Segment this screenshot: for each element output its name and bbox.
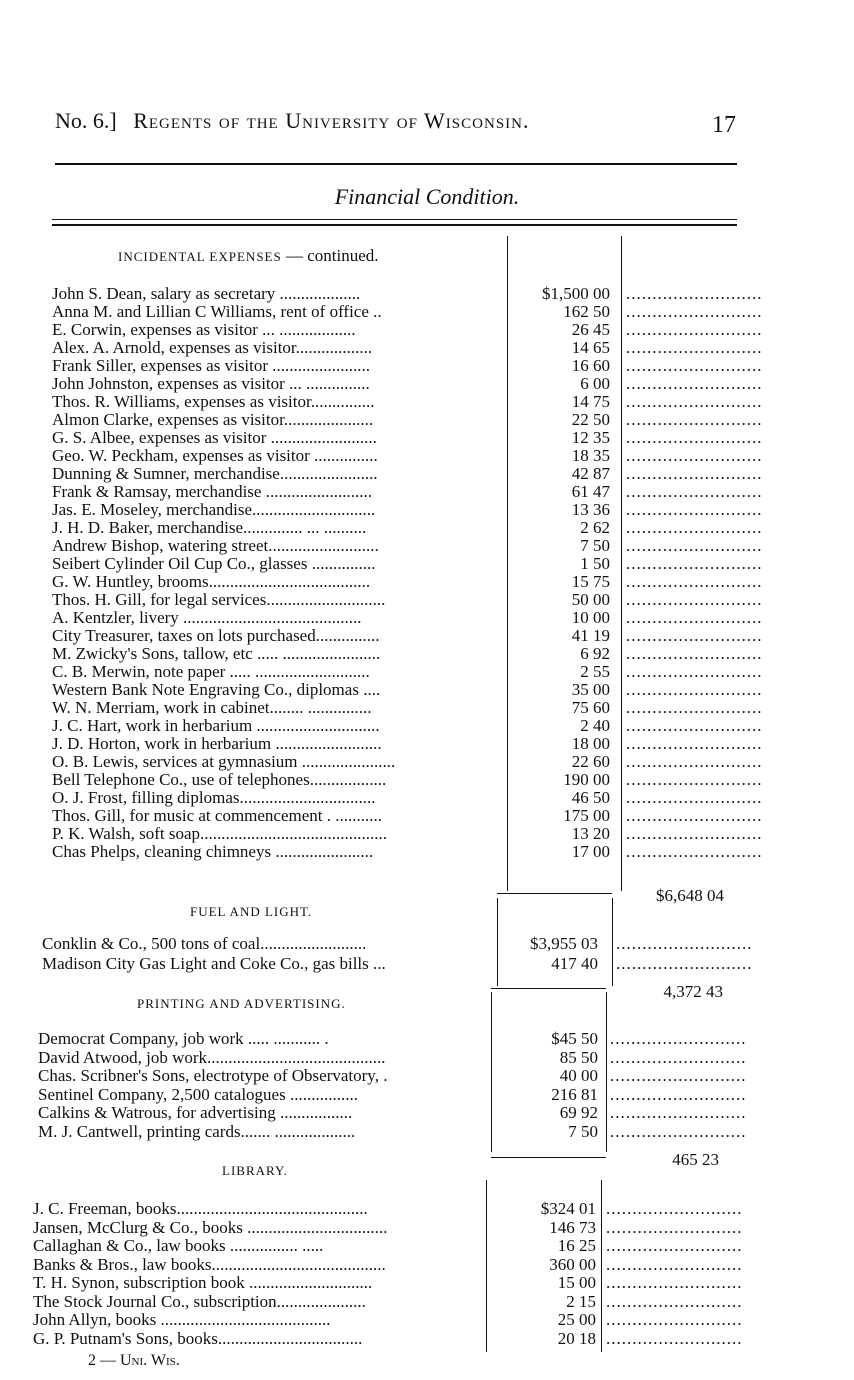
ledger-row-leader-dots: ..........................: [626, 464, 763, 483]
ledger-row-description: P. K. Walsh, soft soap............................................: [52, 824, 388, 843]
ledger-row-description: G. W. Huntley, brooms......................................: [52, 572, 371, 591]
ledger-row: [52, 500, 763, 519]
ledger-row: [33, 1217, 743, 1237]
ledger-row-leader-dots: ..........................: [626, 608, 763, 627]
ledger-row-amount: 75 60: [571, 698, 610, 717]
ledger-row: [38, 1029, 747, 1048]
ledger-row-description: Western Bank Note Engraving Co., diplomas ....: [52, 680, 381, 699]
section-title: Financial Condition.: [334, 184, 520, 209]
ledger-row-leader-dots: ..........................: [626, 626, 763, 645]
ledger-row: [52, 824, 763, 843]
ledger-row-leader-dots: ..........................: [606, 1254, 743, 1274]
ledger-row-description: Thos. H. Gill, for legal services............................: [52, 590, 386, 609]
ledger-row-description: G. P. Putnam's Sons, books..................................: [33, 1328, 363, 1348]
section-heading-text: PRINTING AND ADVERTISING.: [137, 996, 346, 1011]
ledger-row-amount: 61 47: [571, 482, 610, 501]
running-header: [55, 108, 530, 134]
ledger-row-leader-dots: ..........................: [626, 806, 763, 825]
page-number: 17: [712, 112, 736, 138]
ledger-row-description: J. C. Hart, work in herbarium .............................: [52, 716, 380, 735]
ledger-row-amount: 190 00: [563, 770, 610, 789]
ledger-row-description: O. B. Lewis, services at gymnasium ......................: [52, 752, 396, 771]
ledger-row-leader-dots: ..........................: [606, 1310, 743, 1329]
ledger-row-amount: 18 35: [571, 446, 610, 465]
ledger-row-amount: $45 50: [551, 1029, 598, 1048]
section-heading: [222, 1163, 288, 1179]
ledger-row-leader-dots: ..........................: [626, 590, 763, 609]
ledger-row-leader-dots: ..........................: [626, 680, 763, 699]
subtotal-rule: [497, 893, 612, 894]
ledger-row-leader-dots: ..........................: [610, 1121, 747, 1141]
ledger-row-description: David Atwood, job work..........................................: [38, 1047, 386, 1067]
subtotal-rule: [491, 1157, 606, 1158]
ledger-row: [52, 626, 763, 645]
ledger-row-description: Madison City Gas Light and Coke Co., gas bills ...: [42, 954, 386, 973]
ledger-row: [52, 320, 763, 339]
ledger-row-amount: 1 50: [580, 554, 610, 573]
ledger-row-description: J. C. Freeman, books.............................................: [33, 1199, 368, 1218]
ledger-row-amount: 42 87: [571, 464, 610, 483]
ledger-row: [52, 518, 763, 537]
ledger-row: [38, 1103, 747, 1122]
ledger-row: [52, 788, 763, 807]
ledger-row-amount: 13 36: [571, 500, 610, 519]
ledger-row: [52, 590, 763, 609]
ledger-row-description: O. J. Frost, filling diplomas................................: [52, 788, 376, 807]
document-title: Regents of the University of Wisconsin.: [133, 108, 530, 133]
ledger-row-description: Thos. R. Williams, expenses as visitor...............: [52, 392, 375, 411]
ledger-row-description: Chas Phelps, cleaning chimneys .......................: [52, 842, 374, 861]
ledger-row: [52, 842, 763, 861]
ledger-row-amount: 2 55: [580, 662, 610, 681]
ledger-row-amount: 15 00: [557, 1273, 596, 1292]
ledger-row-leader-dots: ..........................: [626, 302, 763, 321]
ledger-row-leader-dots: ..........................: [626, 446, 763, 465]
ledger-row-leader-dots: ..........................: [626, 536, 763, 555]
ledger-row-description: Andrew Bishop, watering street..........................: [52, 536, 379, 555]
ledger-row-amount: 14 65: [571, 338, 610, 357]
ledger-row-description: John Allyn, books ........................................: [33, 1310, 331, 1329]
section-heading-text: LIBRARY.: [222, 1163, 288, 1178]
footer-signature: [88, 1352, 180, 1370]
ledger-row: [52, 428, 763, 447]
ledger-row: [52, 536, 763, 555]
section-total: 465 23: [672, 1150, 719, 1169]
ledger-row-amount: $3,955 03: [530, 934, 598, 953]
ledger-row-description: Seibert Cylinder Oil Cup Co., glasses ...............: [52, 554, 376, 573]
ledger-row-description: M. J. Cantwell, printing cards....... ...................: [38, 1121, 356, 1141]
ledger-row-leader-dots: ..........................: [606, 1217, 743, 1237]
ledger-row-description: J. H. D. Baker, merchandise.............. ... ..........: [52, 518, 367, 537]
ledger-row-description: Jas. E. Moseley, merchandise.............................: [52, 500, 376, 519]
ledger-row-amount: 16 60: [571, 356, 610, 375]
ledger-row-amount: $1,500 00: [542, 284, 610, 303]
ledger-row-leader-dots: ..........................: [626, 392, 763, 411]
ledger-row: [52, 716, 763, 735]
ledger-row-amount: 35 00: [571, 680, 610, 699]
section-total: 4,372 43: [663, 982, 723, 1001]
ledger-row-leader-dots: ..........................: [610, 1103, 747, 1122]
ledger-row: [52, 608, 763, 627]
ledger-row-leader-dots: ..........................: [626, 662, 763, 681]
ledger-row-leader-dots: ..........................: [626, 554, 763, 573]
ledger-row-leader-dots: ..........................: [616, 954, 753, 973]
ledger-row-amount: 2 15: [566, 1291, 596, 1311]
ledger-row: [52, 410, 763, 429]
ledger-row-amount: 12 35: [571, 428, 610, 447]
ledger-row-amount: 15 75: [571, 572, 610, 591]
ledger-row-description: J. D. Horton, work in herbarium .........................: [52, 734, 382, 753]
ledger-row: [38, 1066, 747, 1085]
ledger-row-amount: 40 00: [559, 1066, 598, 1085]
ledger-row-description: W. N. Merriam, work in cabinet........ ...............: [52, 698, 372, 717]
ledger-row: [52, 662, 763, 681]
ledger-row-description: John Johnston, expenses as visitor ... ...............: [52, 374, 370, 393]
title-rule-top: [52, 219, 737, 220]
ledger-row: [52, 482, 763, 501]
section-heading: [118, 246, 379, 266]
ledger-row: [52, 680, 763, 699]
footer-signature-text: 2 — Uni. Wis.: [88, 1352, 180, 1369]
ledger-row: [33, 1273, 743, 1292]
ledger-row: [38, 1121, 747, 1141]
ledger-row-leader-dots: ..........................: [606, 1236, 743, 1255]
ledger-row-amount: 13 20: [571, 824, 610, 843]
ledger-row: [33, 1328, 743, 1348]
subtotal-rule: [491, 988, 606, 989]
header-rule: [55, 163, 737, 165]
ledger-row: [38, 1084, 747, 1104]
ledger-row-amount: 146 73: [549, 1217, 596, 1237]
ledger-row-leader-dots: ..........................: [610, 1084, 747, 1104]
ledger-row: [52, 770, 763, 789]
ledger-row-amount: 417 40: [551, 954, 598, 973]
ledger-row: [52, 338, 763, 357]
ledger-row-leader-dots: ..........................: [626, 284, 763, 303]
ledger-row-amount: 26 45: [571, 320, 610, 339]
ledger-row: [52, 698, 763, 717]
section-heading: [137, 996, 346, 1012]
ledger-row-leader-dots: ..........................: [606, 1199, 743, 1218]
ledger-row: [52, 374, 763, 393]
ledger-row: [33, 1291, 743, 1311]
document-number: No. 6.]: [55, 108, 117, 133]
ledger-row: [52, 644, 763, 663]
ledger-row-description: T. H. Synon, subscription book .............................: [33, 1273, 373, 1292]
ledger-row: [33, 1236, 743, 1255]
ledger-row-amount: 6 00: [580, 374, 610, 393]
ledger-row-leader-dots: ..........................: [626, 716, 763, 735]
ledger-row-description: John S. Dean, salary as secretary ...................: [52, 284, 361, 303]
ledger-row-amount: 216 81: [551, 1084, 598, 1104]
ledger-row-amount: 14 75: [571, 392, 610, 411]
ledger-row-leader-dots: ..........................: [626, 734, 763, 753]
ledger-row-amount: 6 92: [580, 644, 610, 663]
section-heading-suffix: — continued.: [281, 246, 379, 265]
ledger-row-amount: 46 50: [571, 788, 610, 807]
ledger-row-amount: 22 60: [571, 752, 610, 771]
ledger-row: [52, 302, 763, 321]
ledger-row-description: Anna M. and Lillian C Williams, rent of office ..: [52, 302, 382, 321]
ledger-row-description: Almon Clarke, expenses as visitor.....................: [52, 410, 374, 429]
ledger-row-amount: 360 00: [549, 1254, 596, 1274]
ledger-row-leader-dots: ..........................: [626, 824, 763, 843]
ledger-row-amount: 50 00: [571, 590, 610, 609]
ledger-row-amount: 7 50: [580, 536, 610, 555]
ledger-row: [52, 356, 763, 375]
ledger-row-leader-dots: ..........................: [626, 698, 763, 717]
ledger-row-leader-dots: ..........................: [610, 1029, 747, 1048]
ledger-row: [52, 734, 763, 753]
ledger-row-description: Banks & Bros., law books.........................................: [33, 1254, 386, 1274]
ledger-row-amount: 22 50: [571, 410, 610, 429]
ledger-row-description: Geo. W. Peckham, expenses as visitor ...............: [52, 446, 378, 465]
ledger-row: [52, 284, 763, 303]
ledger-row-leader-dots: ..........................: [626, 518, 763, 537]
ledger-row-amount: 17 00: [571, 842, 610, 861]
ledger-row-amount: 18 00: [571, 734, 610, 753]
ledger-row-amount: 162 50: [563, 302, 610, 321]
ledger-row-leader-dots: ..........................: [610, 1066, 747, 1085]
ledger-row-description: The Stock Journal Co., subscription.....................: [33, 1291, 366, 1311]
ledger-row-leader-dots: ..........................: [626, 770, 763, 789]
ledger-row-description: Sentinel Company, 2,500 catalogues ................: [38, 1084, 358, 1104]
ledger-row-description: Frank & Ramsay, merchandise .........................: [52, 482, 372, 501]
section-total: $6,648 04: [656, 886, 724, 905]
ledger-row: [38, 1047, 747, 1067]
ledger-row-description: Democrat Company, job work ..... ........... .: [38, 1029, 329, 1048]
ledger-row-amount: 175 00: [563, 806, 610, 825]
ledger-row: [42, 934, 753, 953]
ledger-row-leader-dots: ..........................: [626, 374, 763, 393]
ledger-row-leader-dots: ..........................: [626, 338, 763, 357]
ledger-row-amount: 25 00: [557, 1310, 596, 1329]
ledger-row: [52, 752, 763, 771]
ledger-row-leader-dots: ..........................: [626, 788, 763, 807]
section-heading-text: FUEL AND LIGHT.: [190, 904, 313, 919]
ledger-row-description: Bell Telephone Co., use of telephones..................: [52, 770, 387, 789]
ledger-row: [52, 464, 763, 483]
ledger-row-amount: 7 50: [568, 1121, 598, 1141]
ledger-row-leader-dots: ..........................: [616, 934, 753, 953]
ledger-row-amount: 85 50: [559, 1047, 598, 1067]
ledger-row-description: M. Zwicky's Sons, tallow, etc ..... .......................: [52, 644, 381, 663]
ledger-row-leader-dots: ..........................: [626, 410, 763, 429]
ledger-row-leader-dots: ..........................: [606, 1291, 743, 1311]
title-rule-bottom: [52, 224, 737, 226]
ledger-row-leader-dots: ..........................: [626, 842, 763, 861]
ledger-row-leader-dots: ..........................: [626, 644, 763, 663]
ledger-row-description: C. B. Merwin, note paper ..... ...........................: [52, 662, 370, 681]
ledger-row: [52, 554, 763, 573]
ledger-row-description: City Treasurer, taxes on lots purchased...............: [52, 626, 380, 645]
ledger-row-description: Frank Siller, expenses as visitor .......................: [52, 356, 371, 375]
ledger-row-leader-dots: ..........................: [626, 752, 763, 771]
ledger-row: [33, 1310, 743, 1329]
ledger-row-description: Callaghan & Co., law books ................ .....: [33, 1236, 324, 1255]
ledger-row: [33, 1254, 743, 1274]
ledger-row-leader-dots: ..........................: [626, 356, 763, 375]
ledger-row-description: Jansen, McClurg & Co., books .................................: [33, 1217, 388, 1237]
ledger-row-description: Dunning & Sumner, merchandise.......................: [52, 464, 378, 483]
ledger-row-leader-dots: ..........................: [626, 572, 763, 591]
ledger-row-amount: 2 40: [580, 716, 610, 735]
ledger-row-description: Calkins & Watrous, for advertising .................: [38, 1103, 353, 1122]
ledger-row-leader-dots: ..........................: [626, 428, 763, 447]
ledger-row-description: Alex. A. Arnold, expenses as visitor..................: [52, 338, 373, 357]
ledger-row: [33, 1199, 743, 1218]
ledger-row-amount: 2 62: [580, 518, 610, 537]
ledger-row-leader-dots: ..........................: [626, 500, 763, 519]
ledger-row-description: Chas. Scribner's Sons, electrotype of Observatory, .: [38, 1066, 388, 1085]
ledger-row: [52, 572, 763, 591]
ledger-row-amount: 20 18: [557, 1328, 596, 1348]
ledger-row: [42, 954, 753, 973]
ledger-row-amount: 41 19: [571, 626, 610, 645]
ledger-row-description: E. Corwin, expenses as visitor ... ..................: [52, 320, 356, 339]
ledger-row: [52, 806, 763, 825]
ledger-row-description: A. Kentzler, livery ..........................................: [52, 608, 362, 627]
ledger-row-leader-dots: ..........................: [606, 1273, 743, 1292]
ledger-row-description: Thos. Gill, for music at commencement . ...........: [52, 806, 383, 825]
ledger-row: [52, 392, 763, 411]
ledger-row-leader-dots: ..........................: [626, 320, 763, 339]
ledger-row-description: Conklin & Co., 500 tons of coal.........................: [42, 934, 367, 953]
ledger-row-amount: $324 01: [540, 1199, 596, 1218]
ledger-row-leader-dots: ..........................: [626, 482, 763, 501]
ledger-row-description: G. S. Albee, expenses as visitor .........................: [52, 428, 377, 447]
ledger-row-amount: 69 92: [559, 1103, 598, 1122]
section-heading: [190, 904, 312, 920]
ledger-row-leader-dots: ..........................: [610, 1047, 747, 1067]
section-heading-text: INCIDENTAL EXPENSES: [118, 249, 282, 264]
ledger-row-amount: 10 00: [571, 608, 610, 627]
ledger-row-leader-dots: ..........................: [606, 1328, 743, 1348]
ledger-row: [52, 446, 763, 465]
ledger-row-amount: 16 25: [557, 1236, 596, 1255]
